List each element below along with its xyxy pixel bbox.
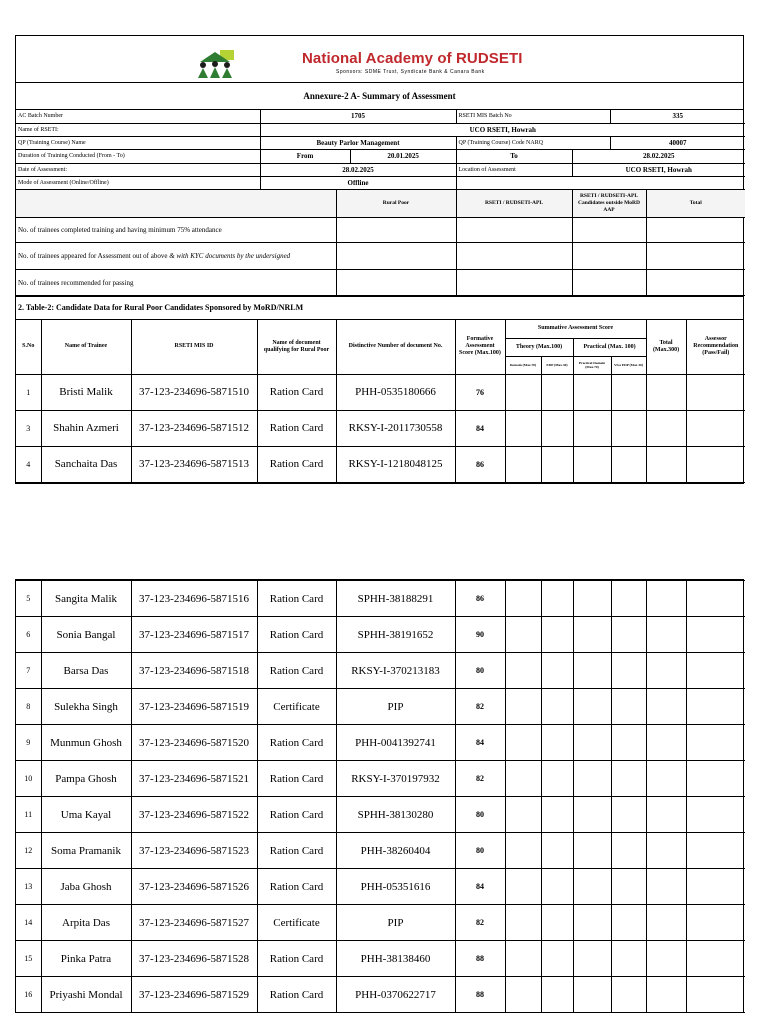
cell-empty-score (505, 869, 541, 905)
qp-name-value: Beauty Parlor Management (260, 136, 456, 149)
cell-empty-score (505, 725, 541, 761)
cell-document: Ration Card (257, 374, 336, 410)
table-row (16, 977, 745, 1013)
cell-empty-score (646, 581, 686, 617)
th-theory: Theory (Max.100) (505, 338, 573, 356)
cell-document: Ration Card (257, 797, 336, 833)
cell-trainee-name: Sanchaita Das (41, 446, 131, 482)
cell-empty-score (646, 725, 686, 761)
th-doc-name: Name of document qualifying for Rural Poor (257, 320, 336, 374)
cell-mis-id: 37-123-234696-5871520 (131, 725, 257, 761)
cell-sno: 9 (16, 725, 41, 761)
cell-empty-score (505, 617, 541, 653)
organization-name: National Academy of RUDSETI (302, 50, 523, 67)
cell-empty-score (541, 410, 573, 446)
cell-sno: 16 (16, 977, 41, 1013)
cell-empty-score (573, 797, 611, 833)
summary-row-completed: No. of trainees completed training and having minimum 75% attendance (16, 218, 336, 243)
cell-empty-score (611, 581, 646, 617)
cell-empty-score (611, 905, 646, 941)
table-row (16, 410, 745, 446)
cell-sno: 3 (16, 410, 41, 446)
cell-empty-score (686, 869, 745, 905)
cell-empty-score (573, 689, 611, 725)
cell-document: Ration Card (257, 653, 336, 689)
letterhead (16, 36, 743, 83)
mode-value: Offline (260, 176, 456, 189)
cell-mis-id: 37-123-234696-5871518 (131, 653, 257, 689)
cell-empty-score (646, 617, 686, 653)
cell-document: Certificate (257, 689, 336, 725)
cell-document: Ration Card (257, 410, 336, 446)
cell-mis-id: 37-123-234696-5871523 (131, 833, 257, 869)
cell-document-number: PHH-0535180666 (336, 374, 455, 410)
cell-sno: 14 (16, 905, 41, 941)
cell-document-number: RKSY-I-370197932 (336, 761, 455, 797)
cell-empty-score (611, 761, 646, 797)
cell-empty-score (505, 581, 541, 617)
cell-formative-score: 82 (455, 761, 505, 797)
cell-empty-score (611, 446, 646, 482)
cell-empty-score (646, 869, 686, 905)
cell-empty-score (646, 833, 686, 869)
th-doc-no: Distinctive Number of document No. (336, 320, 455, 374)
summary-cell (572, 243, 646, 270)
th-sno: S.No (16, 320, 41, 374)
col-rseti-apl: RSETI / RUDSETI-APL (456, 190, 572, 218)
cell-document: Ration Card (257, 581, 336, 617)
cell-empty-score (573, 905, 611, 941)
cell-document-number: RKSY-I-2011730558 (336, 410, 455, 446)
cell-empty-score (686, 833, 745, 869)
summary-cell (572, 218, 646, 243)
cell-empty-score (686, 410, 745, 446)
cell-empty-score (573, 977, 611, 1013)
cell-document-number: PHH-05351616 (336, 869, 455, 905)
cell-empty-score (573, 374, 611, 410)
ac-batch-value: 1705 (260, 110, 456, 123)
cell-mis-id: 37-123-234696-5871527 (131, 905, 257, 941)
table-row (16, 581, 745, 617)
cell-trainee-name: Sangita Malik (41, 581, 131, 617)
cell-empty-score (541, 761, 573, 797)
cell-empty-score (646, 653, 686, 689)
table-row (16, 617, 745, 653)
th-recommendation: Assessor Recommendation (Pass/Fail) (686, 320, 745, 374)
col-outside-aap: RSETI / RUDSETI-APL Candidates outside MoRD AAP (572, 190, 646, 218)
cell-empty-score (686, 653, 745, 689)
cell-document-number: PHH-0041392741 (336, 725, 455, 761)
summary-row-appeared-text: No. of trainees appeared for Assessment out of above (18, 251, 170, 260)
summary-cell (646, 218, 745, 243)
th-practical: Practical (Max. 100) (573, 338, 646, 356)
assessment-sheet-page-2 (15, 579, 744, 1013)
candidate-rows-page-1 (16, 374, 745, 482)
cell-trainee-name: Priyashi Mondal (41, 977, 131, 1013)
cell-empty-score (541, 941, 573, 977)
table-row (16, 761, 745, 797)
cell-formative-score: 80 (455, 653, 505, 689)
cell-empty-score (541, 446, 573, 482)
th-total: Total (Max.300) (646, 320, 686, 374)
rseti-mis-batch-value: 335 (610, 110, 745, 123)
summary-row-appeared (16, 243, 336, 270)
cell-empty-score (541, 725, 573, 761)
cell-formative-score: 90 (455, 617, 505, 653)
cell-mis-id: 37-123-234696-5871521 (131, 761, 257, 797)
cell-empty-score (611, 797, 646, 833)
table-row (16, 374, 745, 410)
cell-sno: 10 (16, 761, 41, 797)
th-practical-domain: Practical Domain (Max.70) (573, 356, 611, 374)
summary-table (16, 190, 745, 297)
cell-empty-score (686, 617, 745, 653)
cell-empty-score (541, 797, 573, 833)
cell-sno: 4 (16, 446, 41, 482)
assessment-sheet-page-1 (15, 35, 744, 484)
cell-document-number: PHH-38260404 (336, 833, 455, 869)
cell-empty-score (541, 617, 573, 653)
cell-sno: 12 (16, 833, 41, 869)
cell-empty-score (505, 905, 541, 941)
cell-empty-score (686, 977, 745, 1013)
cell-document-number: RKSY-I-1218048125 (336, 446, 455, 482)
rudseti-logo-icon (194, 48, 236, 80)
cell-mis-id: 37-123-234696-5871513 (131, 446, 257, 482)
summary-cell (572, 270, 646, 296)
cell-empty-score (646, 977, 686, 1013)
cell-trainee-name: Pampa Ghosh (41, 761, 131, 797)
th-formative: Formative Assessment Score (Max.100) (455, 320, 505, 374)
cell-document: Ration Card (257, 446, 336, 482)
cell-document-number: PHH-38138460 (336, 941, 455, 977)
cell-trainee-name: Soma Pramanik (41, 833, 131, 869)
cell-empty-score (505, 797, 541, 833)
date-of-assessment-label: Date of Assessment: (16, 163, 260, 176)
cell-empty-score (646, 797, 686, 833)
cell-mis-id: 37-123-234696-5871516 (131, 581, 257, 617)
cell-trainee-name: Arpita Das (41, 905, 131, 941)
th-mis-id: RSETI MIS ID (131, 320, 257, 374)
name-of-rseti-value: UCO RSETI, Howrah (260, 123, 745, 136)
summary-corner (16, 190, 336, 218)
candidate-table-page-2 (16, 580, 745, 1013)
cell-empty-score (611, 977, 646, 1013)
table-row (16, 725, 745, 761)
cell-formative-score: 82 (455, 689, 505, 725)
cell-empty-score (611, 869, 646, 905)
cell-empty-score (686, 941, 745, 977)
cell-empty-score (573, 761, 611, 797)
cell-formative-score: 88 (455, 941, 505, 977)
sponsors-line: Sponsors: SDME Trust, Syndicate Bank & Canara Bank (336, 69, 485, 75)
cell-empty-score (505, 761, 541, 797)
cell-trainee-name: Barsa Das (41, 653, 131, 689)
th-summative: Summative Assessment Score (505, 320, 646, 338)
cell-empty-score (646, 761, 686, 797)
cell-sno: 13 (16, 869, 41, 905)
cell-empty-score (573, 941, 611, 977)
summary-row-appeared-kyc: & with KYC documents by the undersigned (169, 251, 291, 260)
table2-title: 2. Table-2: Candidate Data for Rural Poor Candidates Sponsored by MoRD/NRLM (16, 296, 743, 320)
cell-trainee-name: Jaba Ghosh (41, 869, 131, 905)
table-row (16, 653, 745, 689)
cell-empty-score (686, 761, 745, 797)
cell-formative-score: 80 (455, 797, 505, 833)
cell-empty-score (505, 653, 541, 689)
cell-formative-score: 84 (455, 869, 505, 905)
mode-empty (456, 176, 745, 189)
cell-empty-score (573, 725, 611, 761)
cell-trainee-name: Shahin Azmeri (41, 410, 131, 446)
table-row (16, 869, 745, 905)
cell-empty-score (573, 446, 611, 482)
cell-document: Ration Card (257, 617, 336, 653)
cell-mis-id: 37-123-234696-5871510 (131, 374, 257, 410)
cell-empty-score (541, 905, 573, 941)
cell-mis-id: 37-123-234696-5871526 (131, 869, 257, 905)
cell-sno: 7 (16, 653, 41, 689)
cell-empty-score (505, 833, 541, 869)
cell-formative-score: 80 (455, 833, 505, 869)
cell-empty-score (505, 446, 541, 482)
table-row (16, 905, 745, 941)
rseti-mis-batch-label: RSETI MIS Batch No (456, 110, 610, 123)
cell-sno: 5 (16, 581, 41, 617)
cell-empty-score (573, 833, 611, 869)
cell-sno: 15 (16, 941, 41, 977)
summary-cell (646, 270, 745, 296)
table-row (16, 797, 745, 833)
cell-document-number: SPHH-38130280 (336, 797, 455, 833)
summary-row-recommended: No. of trainees recommended for passing (16, 270, 336, 296)
to-label: To (456, 149, 572, 163)
cell-document-number: PHH-0370622717 (336, 977, 455, 1013)
cell-empty-score (611, 653, 646, 689)
cell-empty-score (686, 689, 745, 725)
table-row (16, 689, 745, 725)
cell-empty-score (573, 617, 611, 653)
qp-code-value: 40007 (610, 136, 745, 149)
cell-empty-score (646, 410, 686, 446)
cell-document: Ration Card (257, 761, 336, 797)
cell-empty-score (686, 581, 745, 617)
cell-formative-score: 86 (455, 446, 505, 482)
cell-formative-score: 88 (455, 977, 505, 1013)
cell-empty-score (541, 977, 573, 1013)
cell-empty-score (505, 689, 541, 725)
col-total: Total (646, 190, 745, 218)
to-value: 28.02.2025 (572, 149, 745, 163)
summary-cell (646, 243, 745, 270)
cell-sno: 8 (16, 689, 41, 725)
th-viva-edp: Viva EDP (Max 30) (611, 356, 646, 374)
cell-document-number: PIP (336, 905, 455, 941)
table-row (16, 941, 745, 977)
cell-mis-id: 37-123-234696-5871517 (131, 617, 257, 653)
cell-empty-score (646, 905, 686, 941)
cell-mis-id: 37-123-234696-5871519 (131, 689, 257, 725)
cell-document-number: PIP (336, 689, 455, 725)
cell-empty-score (541, 653, 573, 689)
cell-formative-score: 82 (455, 905, 505, 941)
summary-cell (336, 243, 456, 270)
cell-document: Ration Card (257, 941, 336, 977)
cell-empty-score (505, 410, 541, 446)
th-name: Name of Trainee (41, 320, 131, 374)
cell-mis-id: 37-123-234696-5871512 (131, 410, 257, 446)
cell-trainee-name: Munmun Ghosh (41, 725, 131, 761)
duration-from-cell (260, 149, 456, 163)
cell-document: Ration Card (257, 725, 336, 761)
cell-document: Ration Card (257, 869, 336, 905)
cell-empty-score (505, 941, 541, 977)
cell-formative-score: 84 (455, 410, 505, 446)
cell-trainee-name: Bristi Malik (41, 374, 131, 410)
cell-trainee-name: Sonia Bangal (41, 617, 131, 653)
cell-formative-score: 84 (455, 725, 505, 761)
cell-empty-score (686, 725, 745, 761)
cell-mis-id: 37-123-234696-5871522 (131, 797, 257, 833)
cell-sno: 11 (16, 797, 41, 833)
cell-empty-score (541, 689, 573, 725)
cell-empty-score (611, 725, 646, 761)
cell-empty-score (611, 941, 646, 977)
table-row (16, 446, 745, 482)
cell-trainee-name: Uma Kayal (41, 797, 131, 833)
annexure-title: Annexure-2 A- Summary of Assessment (16, 83, 743, 110)
cell-empty-score (686, 374, 745, 410)
cell-empty-score (541, 833, 573, 869)
cell-empty-score (541, 869, 573, 905)
cell-empty-score (573, 410, 611, 446)
cell-empty-score (541, 374, 573, 410)
cell-sno: 1 (16, 374, 41, 410)
cell-trainee-name: Pinka Patra (41, 941, 131, 977)
duration-label: Duration of Training Conducted (From - To) (16, 149, 260, 163)
candidate-table-page-1 (16, 320, 745, 483)
name-of-rseti-label: Name of RSETI: (16, 123, 260, 136)
cell-document: Ration Card (257, 833, 336, 869)
cell-empty-score (646, 446, 686, 482)
cell-empty-score (686, 905, 745, 941)
batch-details-table (16, 110, 745, 190)
cell-empty-score (686, 446, 745, 482)
location-label: Location of Assessment (456, 163, 572, 176)
cell-empty-score (611, 374, 646, 410)
cell-document-number: SPHH-38188291 (336, 581, 455, 617)
cell-formative-score: 86 (455, 581, 505, 617)
from-value: 20.01.2025 (387, 152, 419, 160)
cell-empty-score (611, 833, 646, 869)
cell-empty-score (573, 581, 611, 617)
summary-cell (336, 218, 456, 243)
cell-empty-score (573, 869, 611, 905)
th-edp: EDP (Max.30) (541, 356, 573, 374)
cell-empty-score (541, 581, 573, 617)
cell-mis-id: 37-123-234696-5871529 (131, 977, 257, 1013)
cell-sno: 6 (16, 617, 41, 653)
cell-mis-id: 37-123-234696-5871528 (131, 941, 257, 977)
qp-code-label: QP (Training Course) Code NARQ (456, 136, 610, 149)
summary-cell (336, 270, 456, 296)
cell-empty-score (686, 797, 745, 833)
cell-document: Ration Card (257, 977, 336, 1013)
cell-document: Certificate (257, 905, 336, 941)
summary-cell (456, 270, 572, 296)
cell-formative-score: 76 (455, 374, 505, 410)
cell-empty-score (611, 410, 646, 446)
cell-empty-score (611, 617, 646, 653)
from-label: From (261, 150, 351, 163)
col-rural-poor: Rural Poor (336, 190, 456, 218)
cell-empty-score (573, 653, 611, 689)
th-domain: Domain (Max.70) (505, 356, 541, 374)
cell-document-number: SPHH-38191652 (336, 617, 455, 653)
date-of-assessment-value: 28.02.2025 (260, 163, 456, 176)
cell-empty-score (611, 689, 646, 725)
cell-empty-score (646, 689, 686, 725)
cell-empty-score (505, 374, 541, 410)
ac-batch-label: AC Batch Number (16, 110, 260, 123)
candidate-rows-page-2 (16, 581, 745, 1013)
cell-trainee-name: Sulekha Singh (41, 689, 131, 725)
summary-cell (456, 243, 572, 270)
mode-label: Mode of Assessment (Online/Offline) (16, 176, 260, 189)
cell-document-number: RKSY-I-370213183 (336, 653, 455, 689)
table-row (16, 833, 745, 869)
location-value: UCO RSETI, Howrah (572, 163, 745, 176)
qp-name-label: QP (Training Course) Name (16, 136, 260, 149)
cell-empty-score (505, 977, 541, 1013)
cell-empty-score (646, 941, 686, 977)
summary-cell (456, 218, 572, 243)
cell-empty-score (646, 374, 686, 410)
